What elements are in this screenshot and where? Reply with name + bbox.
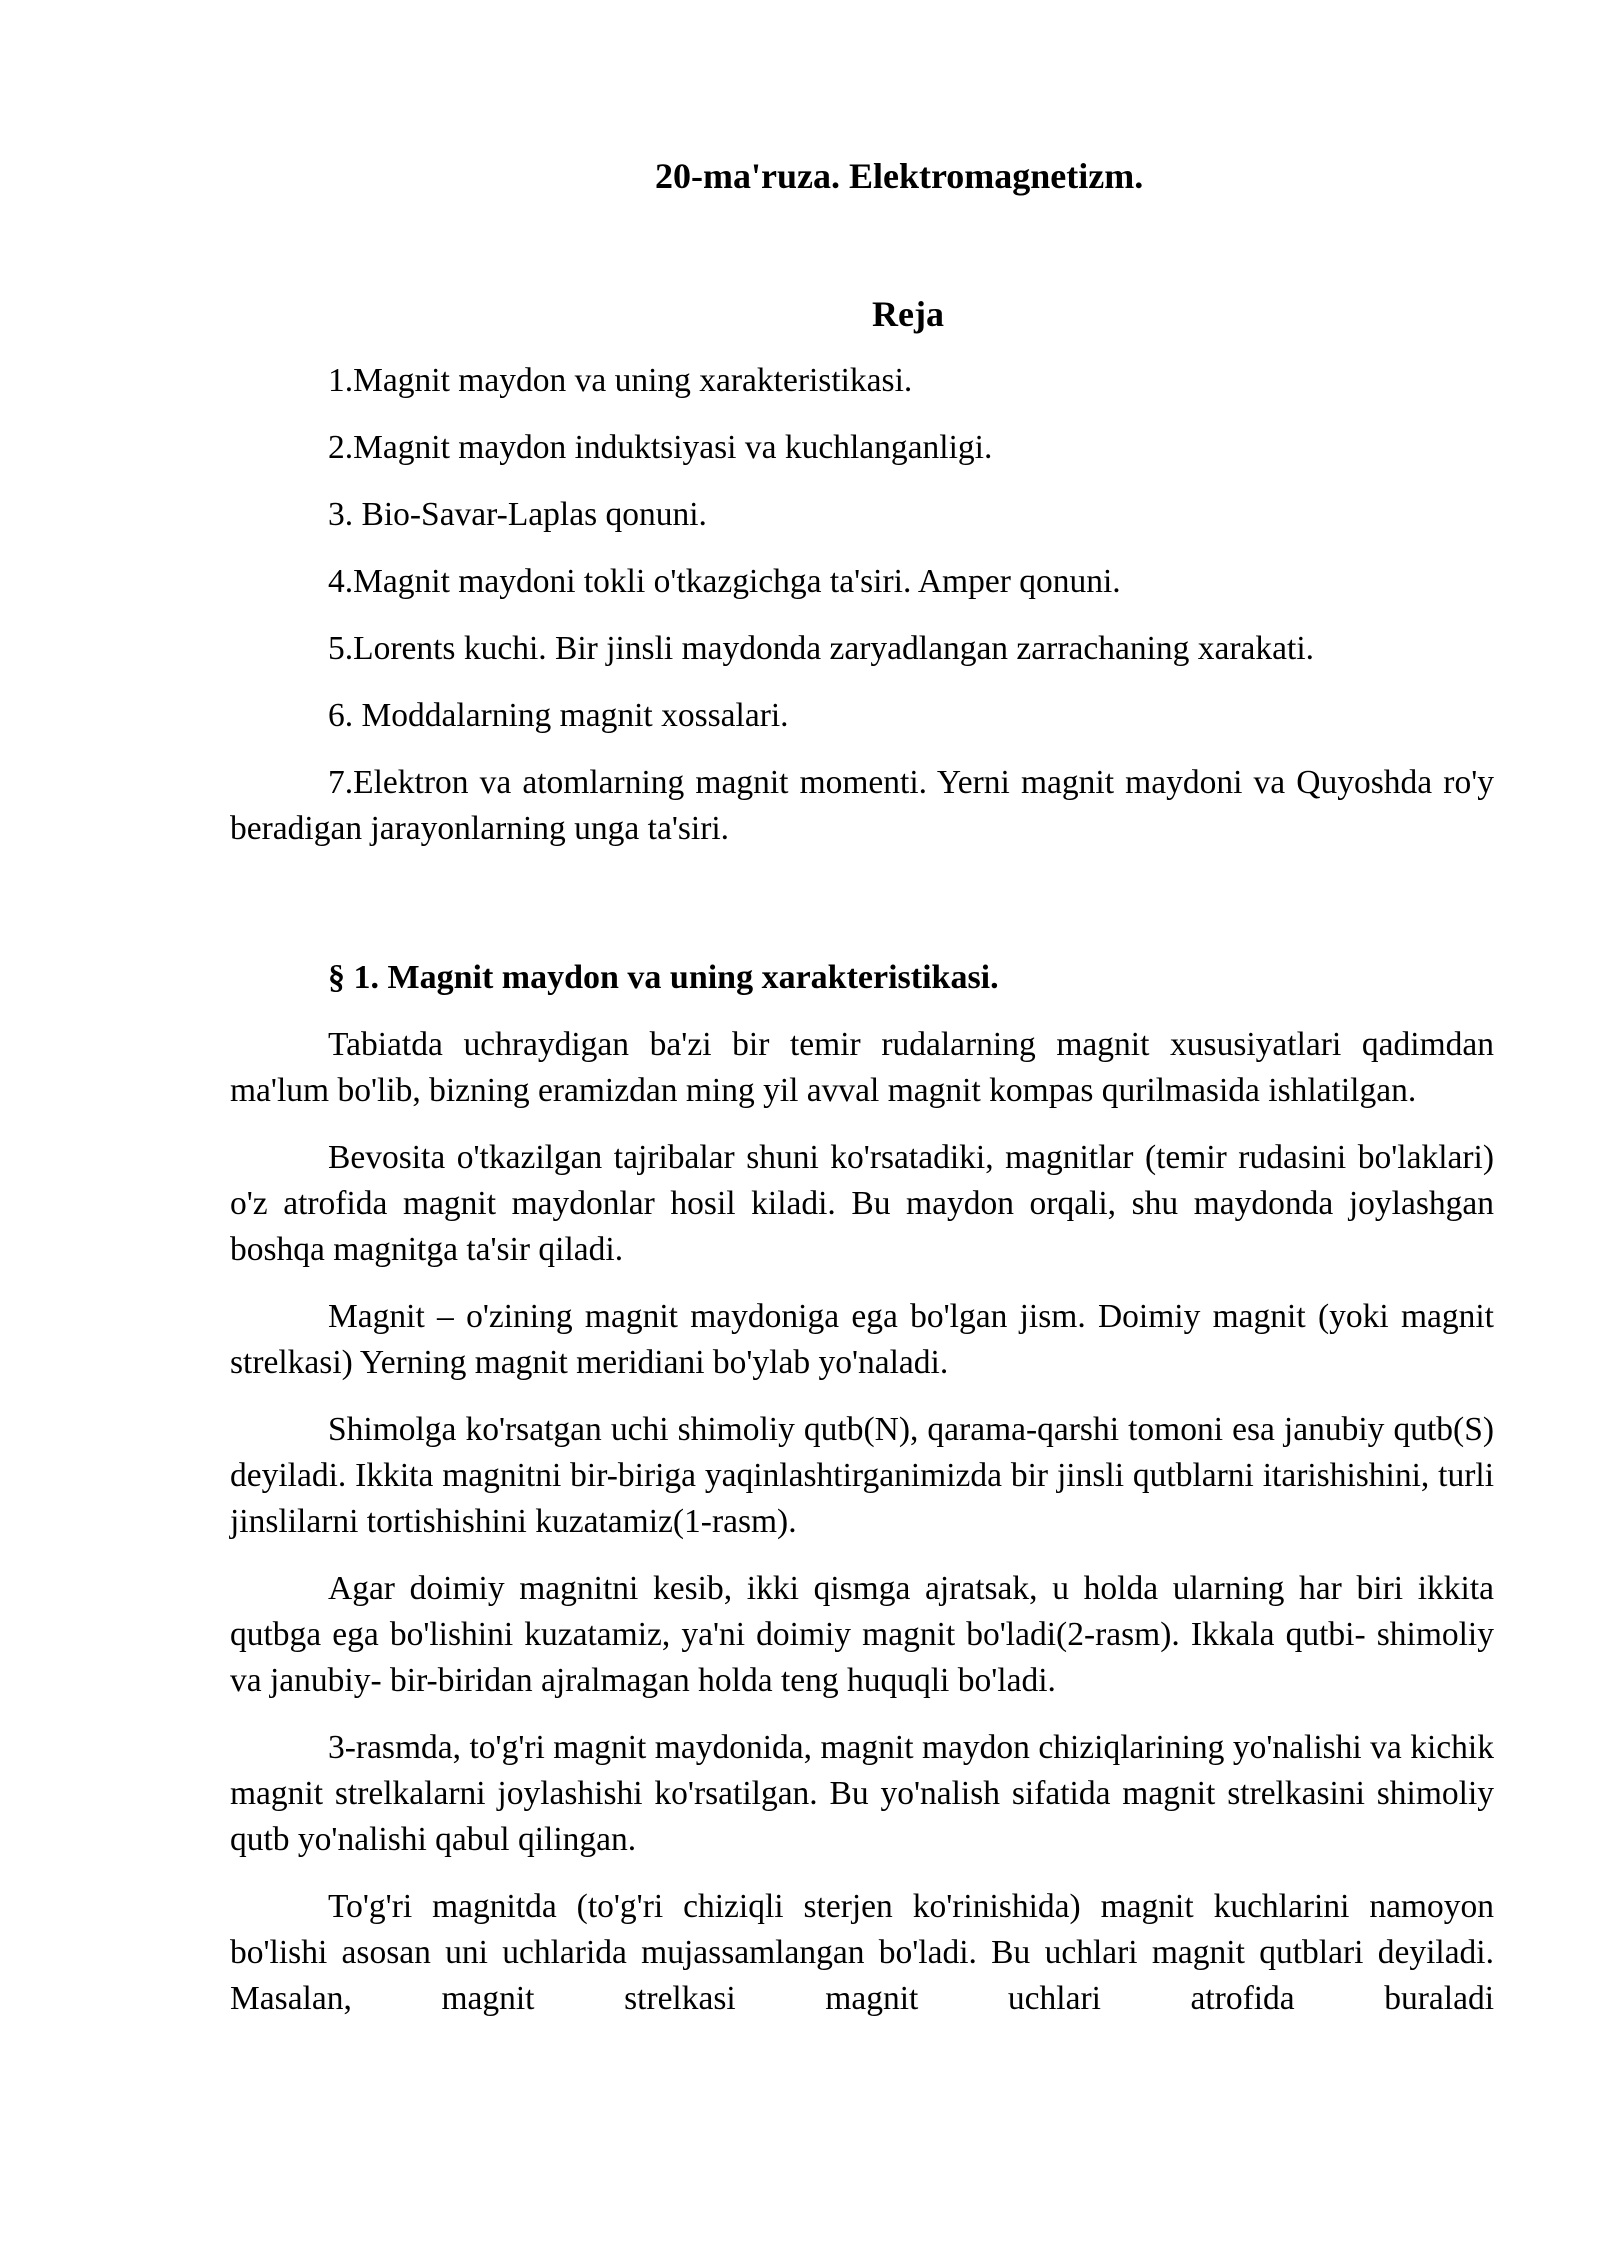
- plan-item: 4.Magnit maydoni tokli o'tkazgichga ta'siri. Amper qonuni.: [328, 563, 1121, 600]
- paragraph: Shimolga ko'rsatgan uchi shimoliy qutb(N), qarama-qarshi tomoni esa janubiy qutb(S) deyiladi. Ikkita magnitni bir-biriga yaqinlashtirganimizda bir jinsli qutblarni itarishishini, turli jinslilarni tortishishini kuzatamiz(1-rasm).: [230, 1411, 1494, 1540]
- paragraph: To'g'ri magnitda (to'g'ri chiziqli sterjen ko'rinishida) magnit kuchlarini namoyon bo'lishi asosan uni uchlarida mujassamlangan bo'ladi. Bu uchlari magnit qutblari deyiladi. Masalan, magnit strelkasi magnit uchlari atrofida buraladi: [230, 1888, 1494, 2017]
- plan-item: 6. Moddalarning magnit xossalari.: [328, 697, 789, 734]
- plan-item: 2.Magnit maydon induktsiyasi va kuchlanganligi.: [328, 429, 993, 466]
- paragraph: 3-rasmda, to'g'ri magnit maydonida, magnit maydon chiziqlarining yo'nalishi va kichik magnit strelkalarni joylashishi ko'rsatilgan. Bu yo'nalish sifatida magnit strelkasini shimoliy qutb yo'nalishi qabul qilingan.: [230, 1729, 1494, 1858]
- section-heading: § 1. Magnit maydon va uning xarakteristikasi.: [328, 959, 999, 996]
- plan-item: 3. Bio-Savar-Laplas qonuni.: [328, 496, 707, 533]
- plan-item: 1.Magnit maydon va uning xarakteristikasi.: [328, 362, 913, 399]
- paragraph: Magnit – o'zining magnit maydoniga ega bo'lgan jism. Doimiy magnit (yoki magnit strelkasi) Yerning magnit meridiani bo'ylab yo'naladi.: [230, 1298, 1494, 1381]
- page-title: 20-ma'ruza. Elektromagnetizm.: [655, 156, 1144, 196]
- section-body: [230, 1022, 1494, 2043]
- paragraph: Tabiatda uchraydigan ba'zi bir temir rudalarning magnit xususiyatlari qadimdan ma'lum bo'lib, bizning eramizdan ming yil avval magnit kompas qurilmasida ishlatilgan.: [230, 1026, 1494, 1109]
- paragraph: Bevosita o'tkazilgan tajribalar shuni ko'rsatadiki, magnitlar (temir rudasini bo'laklari) o'z atrofida magnit maydonlar hosil kiladi. Bu maydon orqali, shu maydonda joylashgan boshqa magnitga ta'sir qiladi.: [230, 1139, 1494, 1268]
- plan-heading: Reja: [872, 294, 944, 334]
- plan-item: 5.Lorents kuchi. Bir jinsli maydonda zaryadlangan zarrachaning xarakati.: [328, 630, 1315, 667]
- plan-list: [230, 358, 1494, 852]
- plan-item: 7.Elektron va atomlarning magnit momenti. Yerni magnit maydoni va Quyoshda ro'y beradigan jarayonlarning unga ta'siri.: [230, 764, 1494, 847]
- paragraph: Agar doimiy magnitni kesib, ikki qismga ajratsak, u holda ularning har biri ikkita qutbga ega bo'lishini kuzatamiz, ya'ni doimiy magnit bo'ladi(2-rasm). Ikkala qutbi- shimoliy va janubiy- bir-biridan ajralmagan holda teng huquqli bo'ladi.: [230, 1570, 1494, 1699]
